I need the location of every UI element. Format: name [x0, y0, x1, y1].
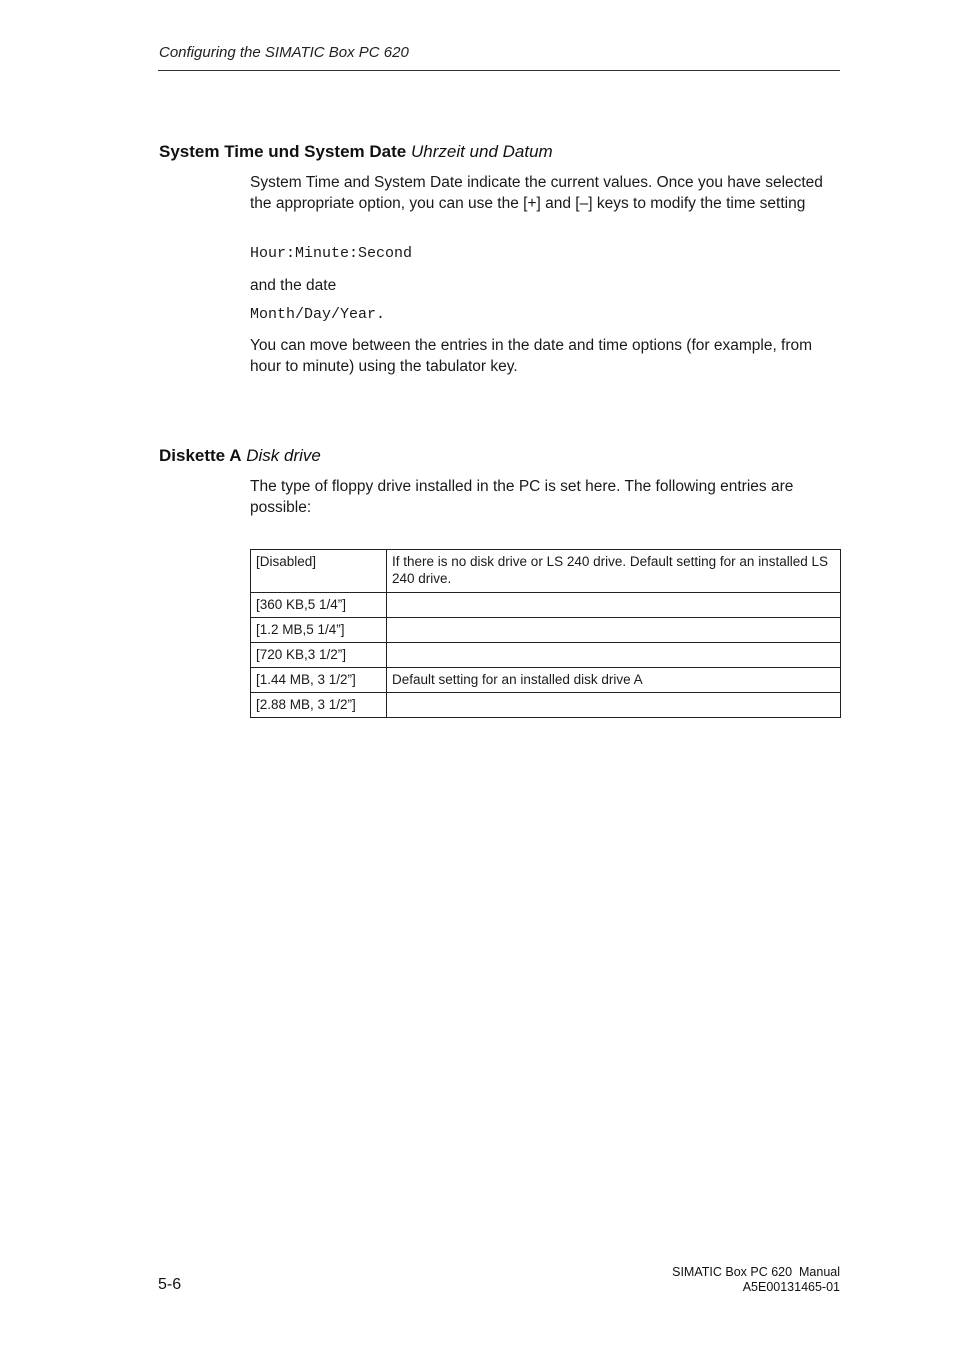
running-header: Configuring the SIMATIC Box PC 620: [159, 44, 409, 61]
page-number: 5-6: [158, 1276, 182, 1293]
tabulator-paragraph: You can move between the entries in the date and time options (for example, from hour to minute) using the tabulator key.: [250, 337, 813, 375]
table-cell-option: [1.2 MB,5 1/4”]: [251, 618, 387, 643]
section-heading-italic: Disk drive: [246, 446, 321, 465]
table-cell-option: [2.88 MB, 3 1/2”]: [251, 693, 387, 718]
table-cell-option: [360 KB,5 1/4”]: [251, 593, 387, 618]
section-heading-italic: Uhrzeit und Datum: [410, 142, 553, 161]
table-cell-description: If there is no disk drive or LS 240 drive. Default setting for an installed LS 240 drive.: [387, 550, 841, 593]
date-intro-paragraph: and the date: [250, 277, 337, 294]
table-row: [251, 618, 841, 643]
section-heading-bold: Diskette A: [159, 446, 242, 465]
table-cell-option: [1.44 MB, 3 1/2”]: [251, 668, 387, 693]
date-format-code: Month/Day/Year.: [250, 306, 386, 323]
system-time-paragraph: System Time and System Date indicate the current values. Once you have selected the appropriate option, you can use the [+] and [–] keys to modify the time setting: [250, 174, 823, 212]
table-cell-description: [387, 593, 841, 618]
section-heading-bold: System Time und System Date: [159, 142, 407, 161]
table-cell-description: [387, 618, 841, 643]
table-cell-option: [Disabled]: [251, 550, 387, 593]
table-cell-description: [387, 693, 841, 718]
table-cell-option: [720 KB,3 1/2”]: [251, 643, 387, 668]
disk-drive-table: [250, 549, 841, 718]
time-format-code: Hour:Minute:Second: [250, 245, 413, 262]
table-cell-description: [387, 643, 841, 668]
table-row: [251, 668, 841, 693]
table-row: [251, 550, 841, 593]
doc-number: A5E00131465-01: [742, 1280, 840, 1294]
diskette-paragraph: The type of floppy drive installed in the PC is set here. The following entries are possible:: [250, 478, 794, 516]
manual-title: SIMATIC Box PC 620 Manual: [672, 1265, 840, 1279]
section-heading-diskette: [159, 446, 321, 466]
table-row: [251, 593, 841, 618]
table-row: [251, 693, 841, 718]
footer-manual-info: [672, 1265, 840, 1295]
table-row: [251, 643, 841, 668]
table-cell-description: Default setting for an installed disk drive A: [387, 668, 841, 693]
section-heading-system-time: [159, 142, 553, 162]
header-rule: [158, 70, 840, 71]
